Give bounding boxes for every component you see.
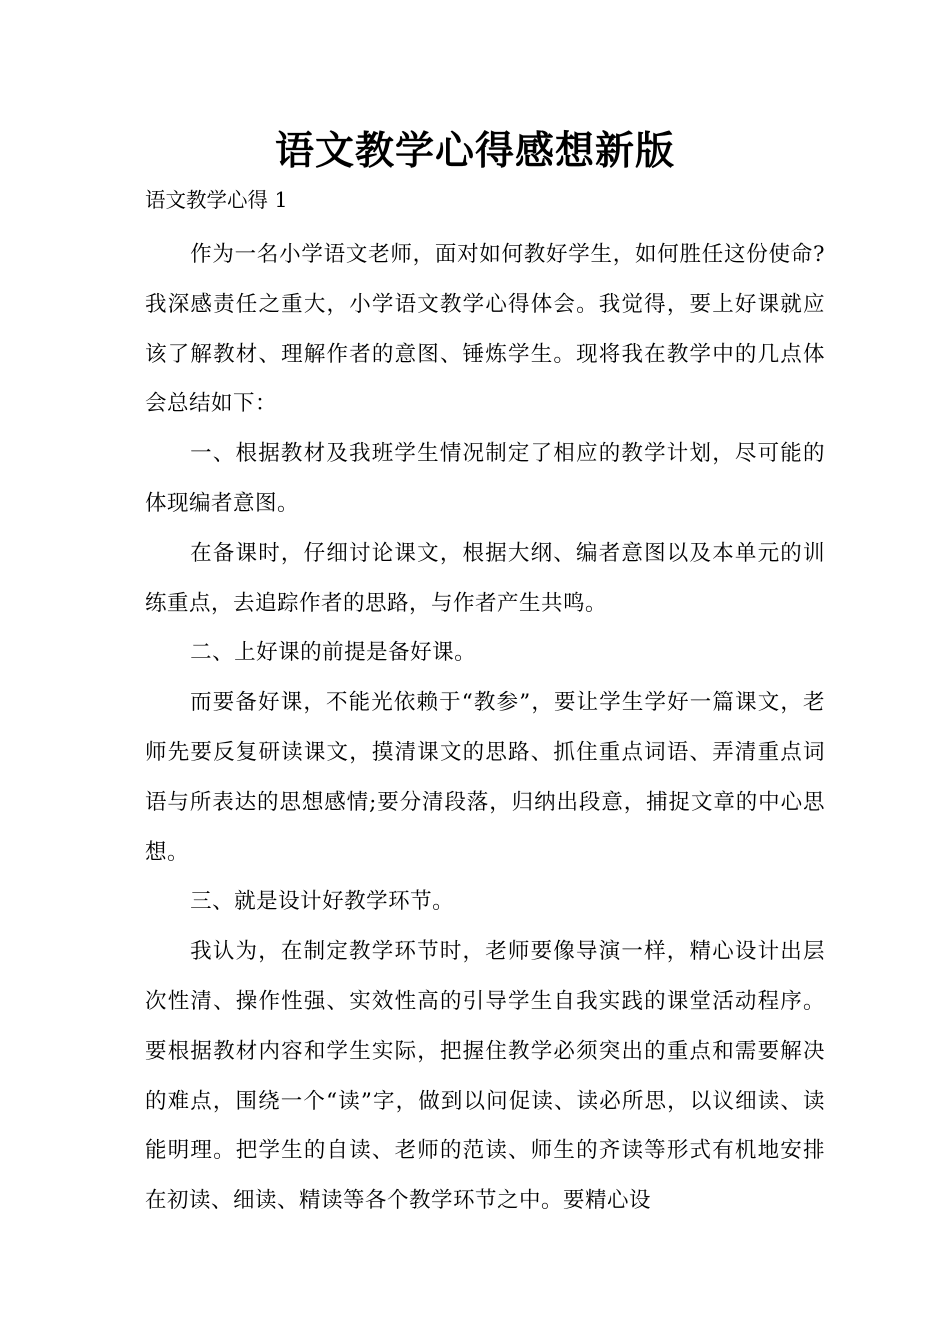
paragraph-point-two: 二、上好课的前提是备好课。: [190, 640, 477, 666]
paragraph-prepare-well: 而要备好课，不能光依赖于“教参”，要让学生学好一篇课文，老师先要反复研读课文，摸清课文的思路、抓住重点词语、弄清重点词语与所表达的思想感情;要分清段落，归纳出段意，捕捉文章的中心思想。: [145, 690, 825, 865]
section-heading: 语文教学心得 1: [145, 188, 288, 212]
document-body: [145, 230, 825, 1226]
paragraph-lesson-prep: 在备课时，仔细讨论课文，根据大纲、编者意图以及本单元的训练重点，去追踪作者的思路，与作者产生共鸣。: [145, 540, 825, 616]
paragraph-point-three: 三、就是设计好教学环节。: [190, 889, 455, 915]
paragraph-point-one: 一、根据教材及我班学生情况制定了相应的教学计划，尽可能的体现编者意图。: [145, 441, 825, 516]
document-title: 语文教学心得感想新版: [274, 129, 675, 174]
paragraph-teaching-design: 我认为，在制定教学环节时，老师要像导演一样，精心设计出层次性清、操作性强、实效性高的引导学生自我实践的课堂活动程序。要根据教材内容和学生实际，把握住教学必须突出的重点和需要解决的难点，围绕一个“读”字，做到以问促读、读必所思，以议细读、读能明理。把学生的自读、老师的范读、师生的齐读等形式有机地安排在初读、细读、精读等各个教学环节之中。要精心设: [145, 939, 825, 1214]
paragraph-intro: 作为一名小学语文老师，面对如何教好学生，如何胜任这份使命?我深感责任之重大，小学语文教学心得体会。我觉得，要上好课就应该了解教材、理解作者的意图、锤炼学生。现将我在教学中的几点体会总结如下：: [145, 242, 825, 417]
